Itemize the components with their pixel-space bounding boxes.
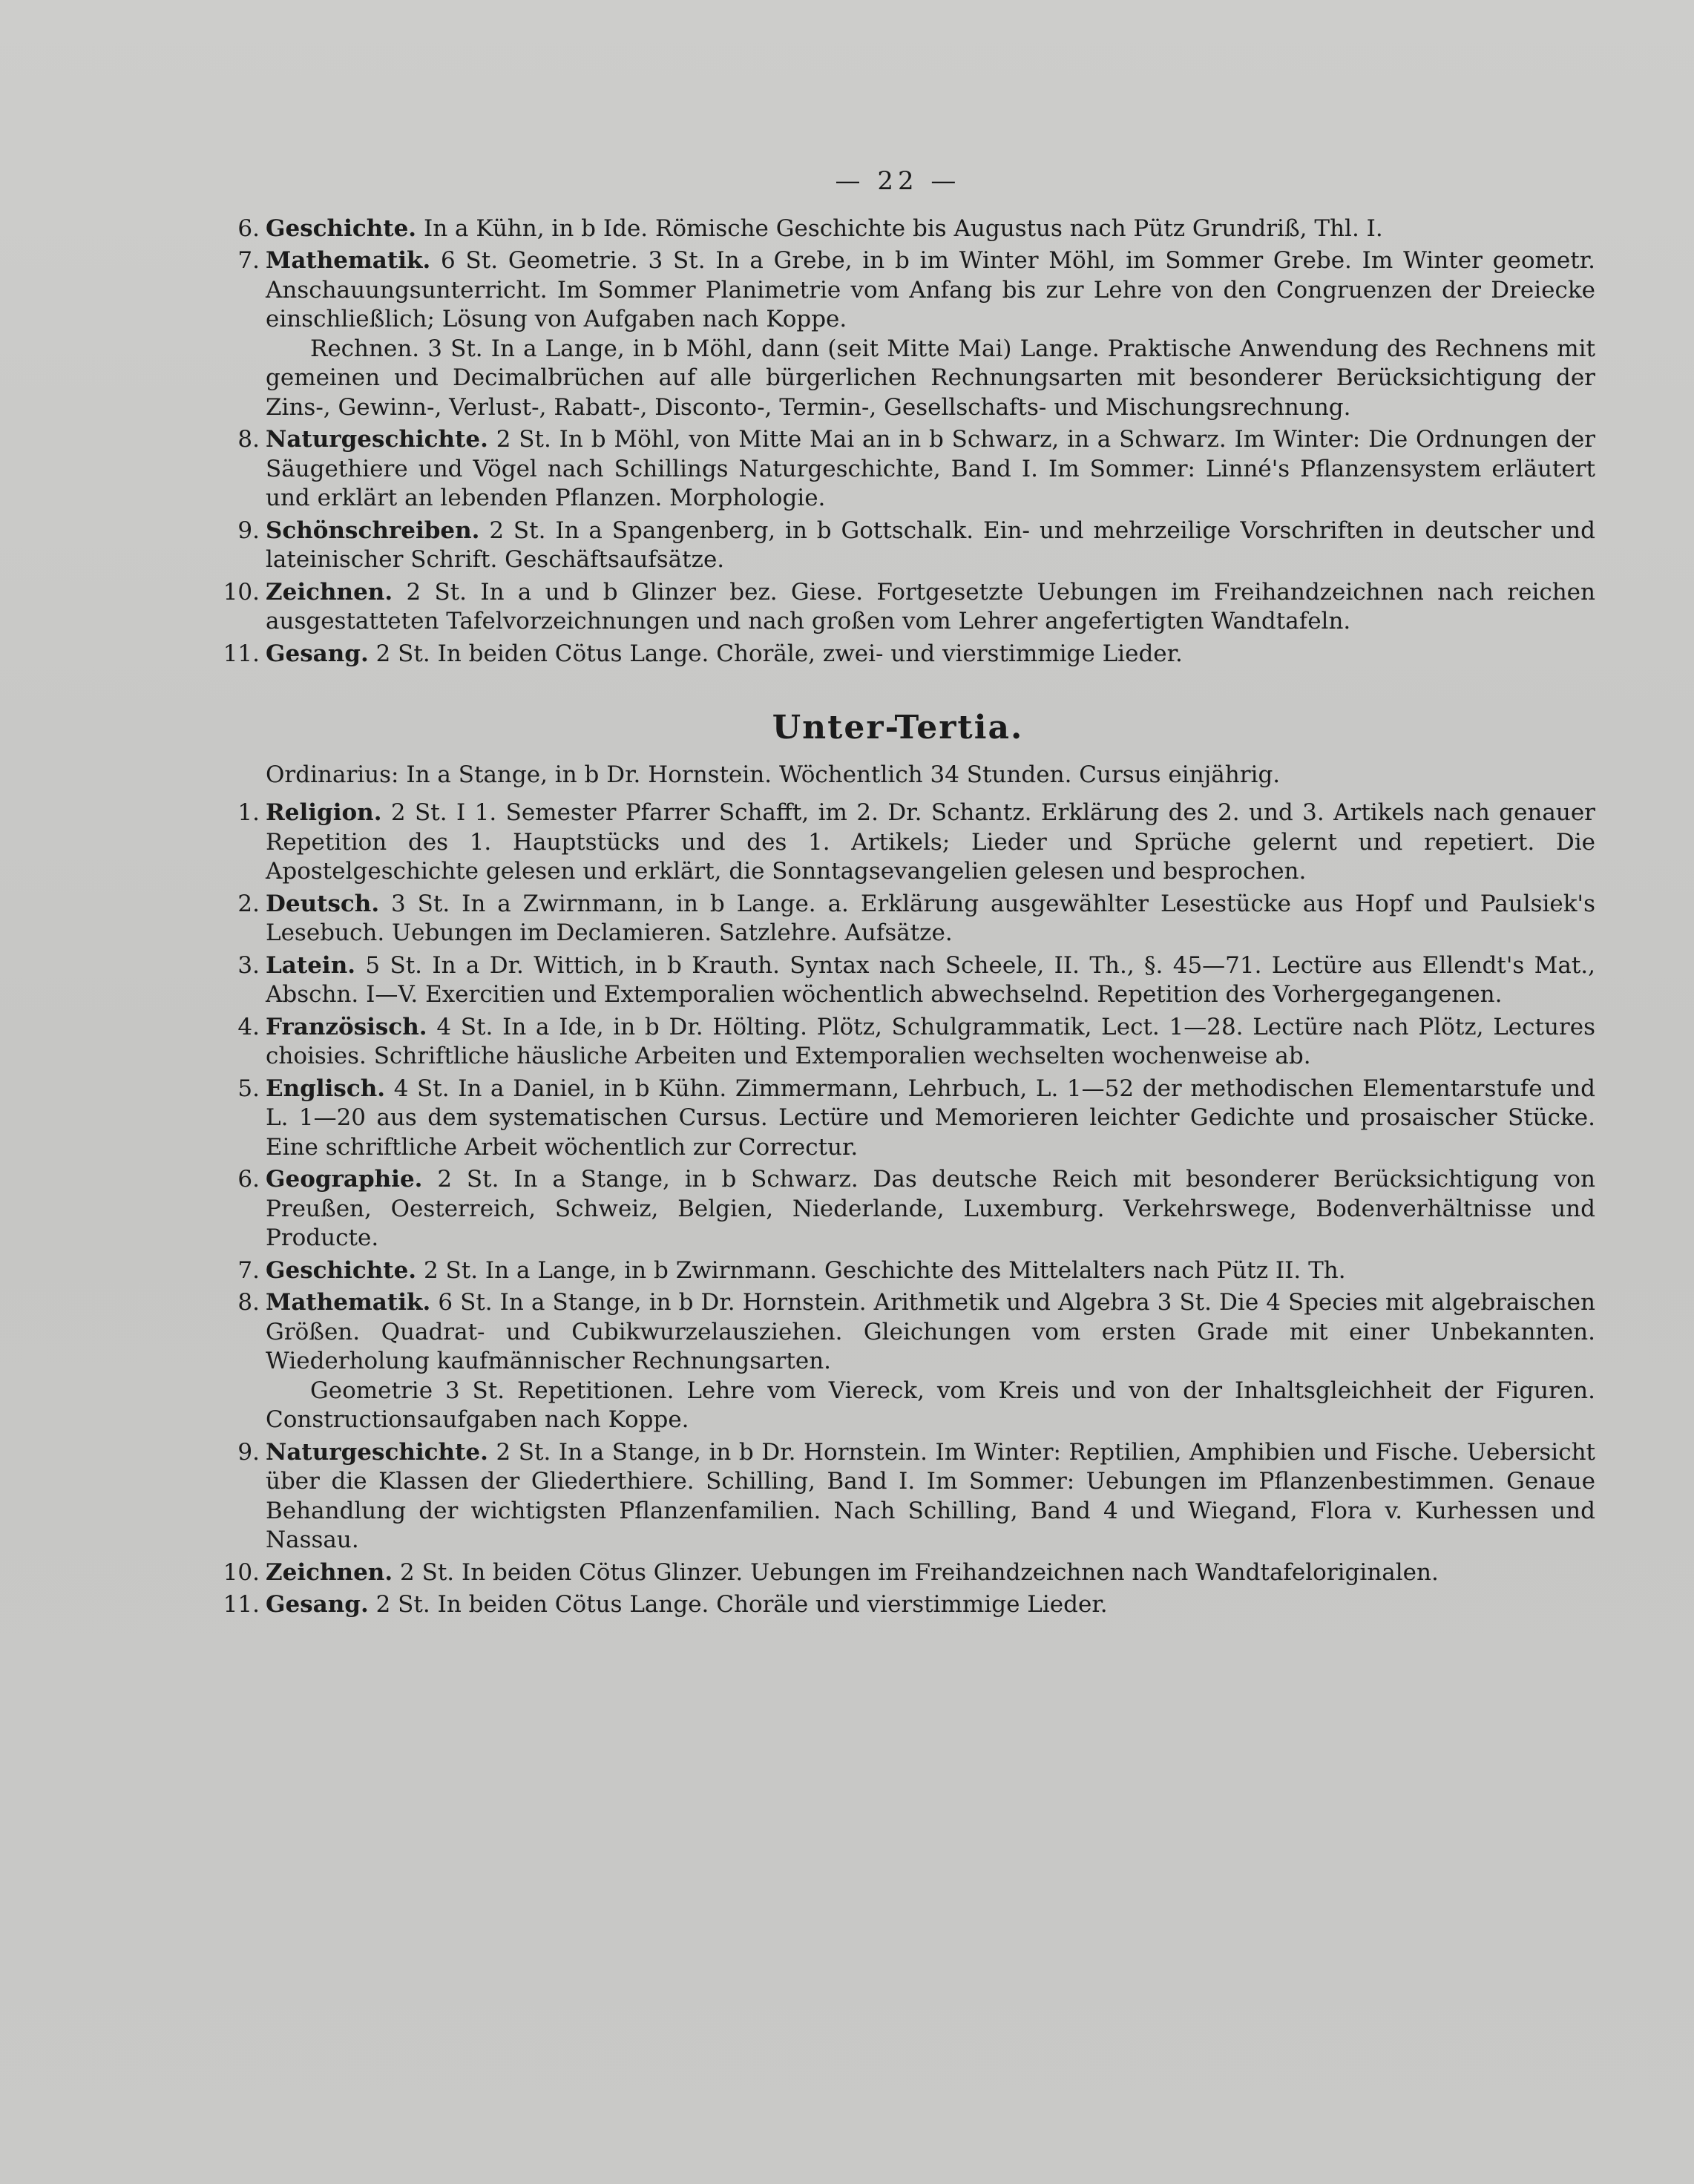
entry-text: 2 St. In beiden Cötus Lange. Choräle, zwei- und vierstimmige Lieder. [375,640,1183,667]
entry-subject: Naturgeschichte. [266,1438,488,1466]
entry [200,246,1595,422]
entry-text: 4 St. In a Daniel, in b Kühn. Zimmermann, Lehrbuch, L. 1—52 der methodischen Elementarstufe und L. 1—20 aus dem systematischen Cursus. Lectüre und Memorieren leichter Gedichte und prosaischer Stücke. Eine schriftliche Arbeit wöchentlich zur Correctur. [266,1075,1595,1161]
entry-number: 5. [237,1075,260,1102]
entry-number: 11. [223,1591,260,1618]
entry-number: 7. [237,1256,260,1284]
entry [200,214,1595,244]
entry [200,640,1595,669]
entry-number: 4. [237,1013,260,1040]
entry-subject: Englisch. [266,1075,386,1102]
entry-subsection: Rechnen. 3 St. In a Lange, in b Möhl, dann (seit Mitte Mai) Lange. Praktische Anwendung des Rechnens mit gemeinen und Decimalbrüchen auf alle bürgerlichen Rechnungsarten mit besonderer Berücksichtigung der Zins-, Gewinn-, Verlust-, Rabatt-, Disconto-, Termin-, Gesellschafts- und Mischungsrechnung. [266,335,1595,421]
entry-text: 2 St. In a Stange, in b Schwarz. Das deutsche Reich mit besonderer Berücksichtigung von Preußen, Oesterreich, Schweiz, Belgien, Niederlande, Luxemburg. Verkehrswege, Bodenverhältnisse und Producte. [266,1166,1596,1251]
entry-text: 2 St. In b Möhl, von Mitte Mai an in b Schwarz, in a Schwarz. Im Winter: Die Ordnungen der Säugethiere und Vögel nach Schillings Naturgeschichte, Band I. Im Sommer: Linné's Pflanzensystem erläutert und erklärt an lebenden Pflanzen. Morphologie. [266,426,1595,511]
entry-text: 2 St. In beiden Cötus Lange. Choräle und vierstimmige Lieder. [375,1591,1108,1618]
entry-subject: Zeichnen. [266,578,393,606]
entry-subject: Gesang. [266,640,369,667]
entry [200,1256,1595,1286]
entry-number: 8. [237,426,260,453]
entry [200,951,1595,1010]
page-number: — 22 — [835,166,961,196]
entry-subject: Deutsch. [266,890,380,917]
entry-text: 4 St. In a Ide, in b Dr. Hölting. Plötz, Schulgrammatik, Lect. 1—28. Lectüre nach Plötz, Lectures choisies. Schriftliche häusliche Arbeiten und Extemporalien wechselten wochenweise ab. [266,1013,1595,1069]
entry-text: 2 St. I 1. Semester Pfarrer Schafft, im 2. Dr. Schantz. Erklärung des 2. und 3. Artikels nach genauer Repetition des 1. Hauptstücks und des 1. Artikels; Lieder und Sprüche gelernt und repetiert. Die Apostelgeschichte gelesen und erklärt, die Sonntagsevangelien gelesen und besprochen. [266,799,1595,885]
entry-subject: Geschichte. [266,1256,417,1284]
entry-number: 11. [223,640,260,667]
entry-subject: Französisch. [266,1013,427,1040]
entry-text: 2 St. In beiden Cötus Glinzer. Uebungen im Freihandzeichnen nach Wandtafeloriginalen. [400,1558,1439,1586]
entry-subject: Latein. [266,951,356,979]
entry [200,1438,1595,1555]
entry-subject: Religion. [266,799,382,826]
entry-subsection: Geometrie 3 St. Repetitionen. Lehre vom Viereck, vom Kreis und von der Inhaltsgleichheit der Figuren. Constructionsaufgaben nach Koppe. [266,1377,1595,1433]
entry-text: 2 St. In a Lange, in b Zwirnmann. Geschichte des Mittelalters nach Pütz II. Th. [423,1256,1346,1284]
entry-text: 2 St. In a Spangenberg, in b Gottschalk. Ein- und mehrzeilige Vorschriften in deutscher und lateinischer Schrift. Geschäftsaufsätze. [266,517,1595,573]
entry [200,1558,1595,1588]
top-entries [200,214,1595,669]
entry-text: 5 St. In a Dr. Wittich, in b Krauth. Syntax nach Scheele, II. Th., §. 45—71. Lectüre aus Ellendt's Mat., Abschn. I—V. Exercitien und Extemporalien wöchentlich abwechselnd. Repetition des Vorhergegangenen. [266,951,1596,1008]
entry-text: 2 St. In a und b Glinzer bez. Giese. Fortgesetzte Uebungen im Freihandzeichnen nach reichen ausgestatteten Tafelvorzeichnungen und nach großen vom Lehrer angefertigten Wandtafeln. [266,578,1595,634]
section-entries [200,798,1595,1620]
entry-subject: Gesang. [266,1591,369,1618]
entry [200,425,1595,514]
page-content [200,167,1595,1623]
entry-subject: Mathematik. [266,247,431,274]
entry-text: 6 St. Geometrie. 3 St. In a Grebe, in b im Winter Möhl, im Sommer Grebe. Im Winter geometr. Anschauungsunterricht. Im Sommer Planimetrie vom Anfang bis zur Lehre von den Congruenzen der Dreiecke einschließlich; Lösung von Aufgaben nach Koppe. [266,247,1595,332]
entry [200,517,1595,575]
entry [200,798,1595,887]
entry-number: 10. [223,578,260,606]
entry-number: 6. [237,1166,260,1193]
entry-text: 6 St. In a Stange, in b Dr. Hornstein. Arithmetik und Algebra 3 St. Die 4 Species mit algebraischen Größen. Quadrat- und Cubikwurzelausziehen. Gleichungen vom ersten Grade mit einer Unbekannten. Wiederholung kaufmännischer Rechnungsarten. [266,1289,1595,1374]
entry [200,578,1595,637]
section-title: Unter-Tertia. [772,709,1024,747]
entry [200,1288,1595,1435]
entry-number: 9. [237,1438,260,1466]
entry [200,1075,1595,1163]
entry-number: 2. [237,890,260,917]
entry [200,1590,1595,1620]
entry-number: 6. [237,214,260,242]
entry-subject: Geschichte. [266,214,417,242]
entry-text: 3 St. In a Zwirnmann, in b Lange. a. Erklärung ausgewählter Lesestücke aus Hopf und Paulsiek's Lesebuch. Uebungen im Declamieren. Satzlehre. Aufsätze. [266,890,1595,946]
entry-text: In a Kühn, in b Ide. Römische Geschichte bis Augustus nach Pütz Grundriß, Thl. I. [423,214,1383,242]
entry-number: 1. [237,799,260,826]
entry-number: 3. [237,951,260,979]
entry [200,890,1595,948]
entry-subject: Geographie. [266,1166,423,1193]
ordinarius-line: Ordinarius: In a Stange, in b Dr. Hornstein. Wöchentlich 34 Stunden. Cursus einjährig. [266,761,1281,788]
entry-number: 9. [237,517,260,544]
entry-number: 8. [237,1289,260,1316]
entry-subject: Schönschreiben. [266,517,480,544]
entry [200,1013,1595,1072]
entry [200,1165,1595,1253]
entry-number: 10. [223,1558,260,1586]
entry-subject: Zeichnen. [266,1558,393,1586]
entry-subject: Naturgeschichte. [266,426,488,453]
entry-text: 2 St. In a Stange, in b Dr. Hornstein. Im Winter: Reptilien, Amphibien und Fische. Uebersicht über die Klassen der Gliederthiere. Schilling, Band I. Im Sommer: Uebungen im Pflanzenbestimmen. Genaue Behandlung der wichtigsten Pflanzenfamilien. Nach Schilling, Band 4 und Wiegand, Flora v. Kurhessen und Nassau. [266,1438,1595,1553]
entry-number: 7. [237,247,260,274]
entry-subject: Mathematik. [266,1289,431,1316]
